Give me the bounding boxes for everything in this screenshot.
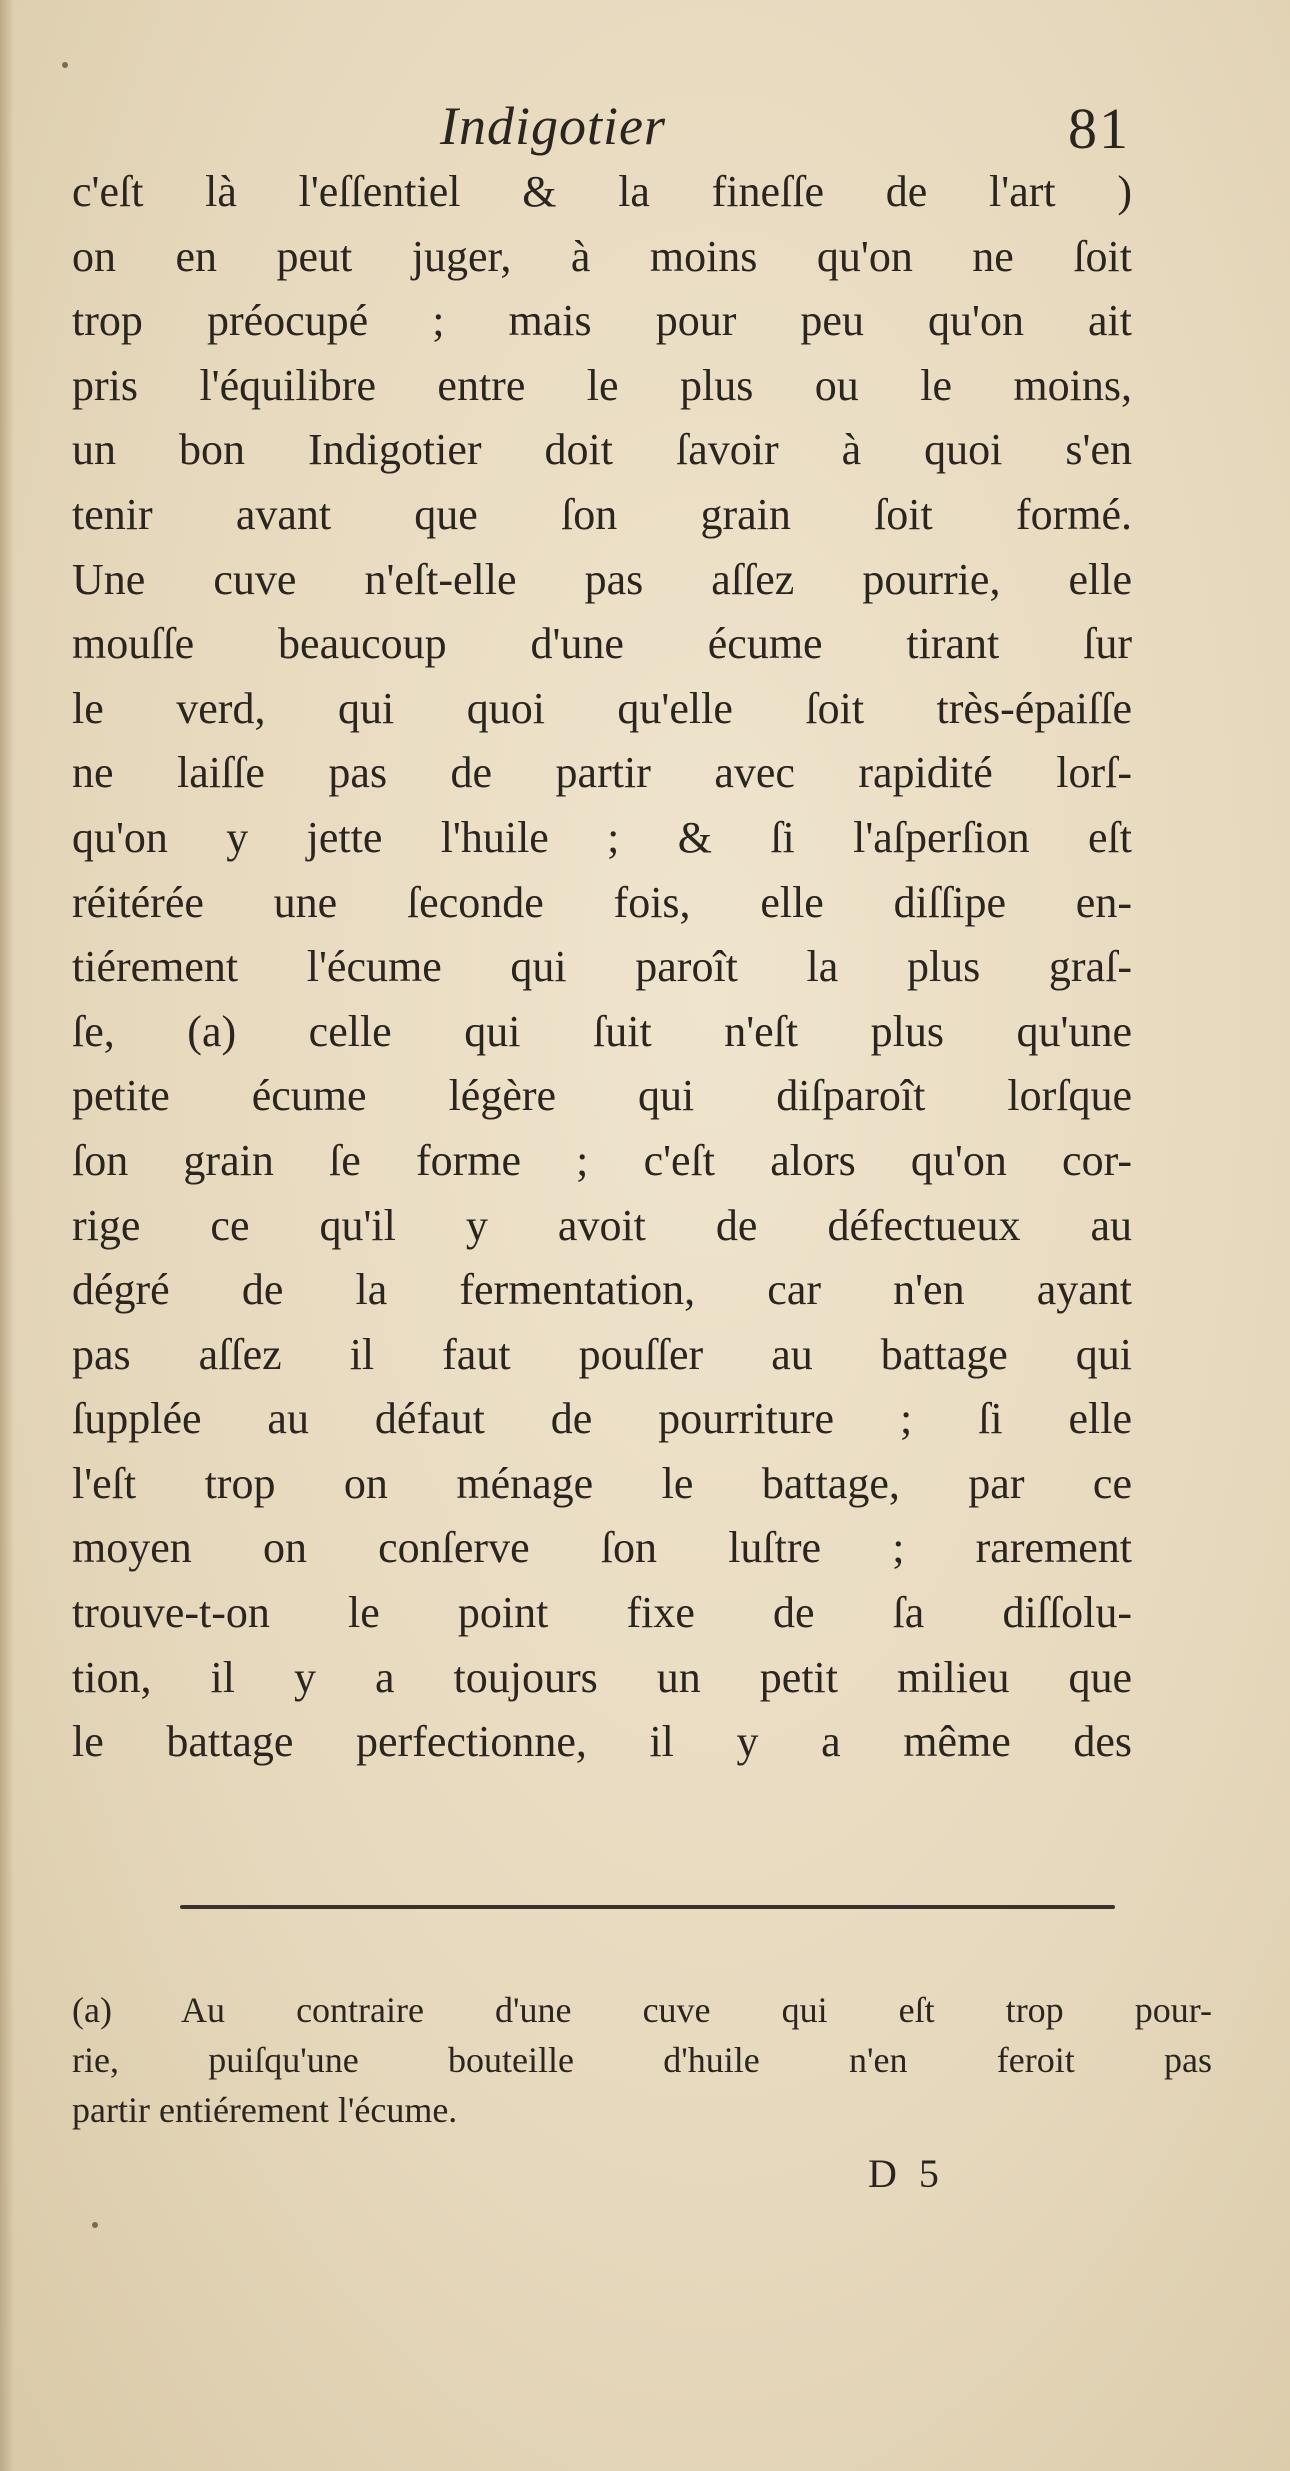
text-line: un bon Indigotier doit ſavoir à quoi s'en xyxy=(72,425,1132,475)
text-line: petite écume légère qui diſparoît lorſque xyxy=(72,1071,1132,1121)
footnote-line: (a) Au contraire d'une cuve qui eſt trop pour- xyxy=(72,1990,1212,2030)
footnote-line: rie, puiſqu'une bouteille d'huile n'en feroit pas xyxy=(72,2040,1212,2080)
text-line: tiérement l'écume qui paroît la plus graſ- xyxy=(72,942,1132,992)
text-line: tenir avant que ſon grain ſoit formé. xyxy=(72,489,1132,539)
paper-speck xyxy=(62,62,68,68)
text-line: l'eſt trop on ménage le battage, par ce xyxy=(72,1458,1132,1508)
text-line: le battage perfectionne, il y a même des xyxy=(72,1717,1132,1767)
text-line: pris l'équilibre entre le plus ou le moins, xyxy=(72,360,1132,410)
text-line: c'eſt là l'eſſentiel & la fineſſe de l'art ) xyxy=(72,167,1132,216)
text-line: réitérée une ſeconde fois, elle diſſipe en- xyxy=(72,877,1132,927)
text-line: trop préocupé ; mais pour peu qu'on ait xyxy=(72,296,1132,346)
page-gutter-shadow xyxy=(0,0,14,2471)
text-line: ſon grain ſe forme ; c'eſt alors qu'on cor- xyxy=(72,1135,1132,1185)
text-line: rige ce qu'il y avoit de défectueux au xyxy=(72,1200,1132,1250)
running-title: Indigotier xyxy=(440,96,666,156)
text-line: trouve-t-on le point fixe de ſa diſſolu- xyxy=(72,1588,1132,1638)
text-line: mouſſe beaucoup d'une écume tirant ſur xyxy=(72,619,1132,669)
footnote-line: partir entiérement l'écume. xyxy=(72,2090,458,2130)
body-text xyxy=(72,160,1132,1775)
text-line: pas aſſez il faut pouſſer au battage qui xyxy=(72,1329,1132,1379)
page-header xyxy=(440,95,1130,165)
text-line: qu'on y jette l'huile ; & ſi l'aſperſion eſt xyxy=(72,812,1132,862)
paper-speck xyxy=(92,2222,98,2228)
page-number: 81 xyxy=(1068,96,1130,161)
text-line: ſupplée au défaut de pourriture ; ſi elle xyxy=(72,1394,1132,1444)
text-line: ne laiſſe pas de partir avec rapidité lorſ- xyxy=(72,748,1132,798)
text-line: dégré de la fermentation, car n'en ayant xyxy=(72,1265,1132,1315)
text-line: on en peut juger, à moins qu'on ne ſoit xyxy=(72,231,1132,281)
text-line: ſe, (a) celle qui ſuit n'eſt plus qu'une xyxy=(72,1006,1132,1056)
footnote xyxy=(72,1985,1212,2135)
footnote-rule xyxy=(180,1905,1115,1909)
text-line: Une cuve n'eſt-elle pas aſſez pourrie, elle xyxy=(72,554,1132,604)
signature-mark: D 5 xyxy=(868,2151,945,2196)
text-line: le verd, qui quoi qu'elle ſoit très-épaiſſe xyxy=(72,683,1132,733)
text-line: moyen on conſerve ſon luſtre ; rarement xyxy=(72,1523,1132,1573)
text-line: tion, il y a toujours un petit milieu que xyxy=(72,1652,1132,1702)
